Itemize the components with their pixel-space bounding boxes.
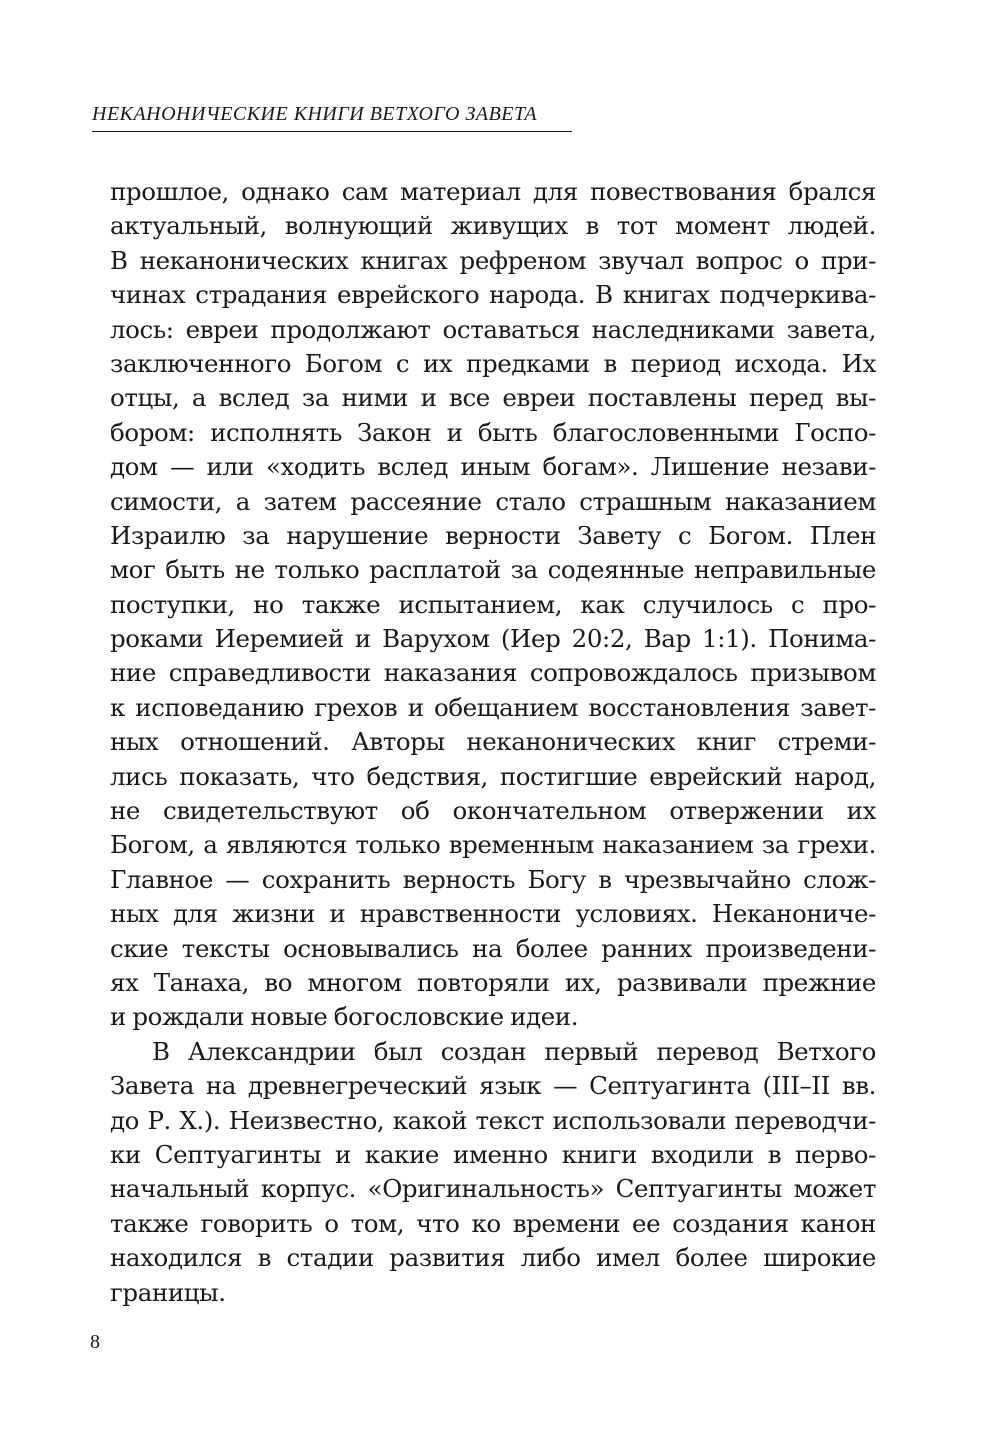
text-line: дом — или «ходить вслед иным богам». Лишение незави- <box>110 452 876 482</box>
paragraph-1 <box>110 175 876 1035</box>
text-line: бором: исполнять Закон и быть благословенными Госпо- <box>110 417 876 447</box>
text-line: В Александрии был создан первый перевод Ветхого <box>152 1036 876 1066</box>
text-line: находился в стадии развития либо имел более широкие <box>110 1243 876 1273</box>
text-line: Богом, а являются только временным наказанием за грехи. <box>110 830 876 860</box>
page-number: 8 <box>90 1331 100 1353</box>
text-line: прошлое, однако сам материал для повествования брался <box>110 177 876 206</box>
running-head: НЕКАНОНИЧЕСКИЕ КНИГИ ВЕТХОГО ЗАВЕТА <box>92 100 572 132</box>
text-line: В неканонических книгах рефреном звучал вопрос о при- <box>110 245 876 275</box>
text-line: лось: евреи продолжают оставаться наследниками завета, <box>110 314 876 344</box>
text-line: к исповеданию грехов и обещанием восстановления завет- <box>110 692 876 722</box>
text-line: Израилю за нарушение верности Завету с Богом. Плен <box>110 520 876 550</box>
text-line: поступки, но также испытанием, как случилось с про- <box>110 589 876 619</box>
text-line: ние справедливости наказания сопровождалось призывом <box>110 658 876 688</box>
text-line: не свидетельствуют об окончательном отвержении их <box>110 796 876 826</box>
text-line: до Р. Х.). Неизвестно, какой текст использовали переводчи- <box>110 1105 876 1135</box>
text-line: начальный корпус. «Оригинальность» Септуагинты может <box>110 1174 876 1204</box>
text-line: Главное — сохранить верность Богу в чрезвычайно слож- <box>110 864 876 894</box>
text-line: и рождали новые богословские идеи. <box>110 1002 579 1032</box>
text-line: ях Танаха, во многом повторяли их, развивали прежние <box>110 967 876 997</box>
text-line: актуальный, волнующий живущих в тот момент людей. <box>110 211 876 241</box>
text-line: роками Иеремией и Варухом (Иер 20:2, Вар 1:1). Понима- <box>110 624 876 654</box>
text-line: симости, а затем рассеяние стало страшным наказанием <box>110 486 876 516</box>
text-line: границы. <box>110 1277 226 1307</box>
paragraph-2 <box>110 1035 876 1310</box>
text-line: ки Септуагинты и какие именно книги входили в перво- <box>110 1139 876 1169</box>
text-line: ские тексты основывались на более ранних произведени- <box>110 933 876 963</box>
text-line: отцы, а вслед за ними и все евреи поставлены перед вы- <box>110 383 876 413</box>
text-line: ных отношений. Авторы неканонических книг стреми- <box>110 727 876 757</box>
body-text <box>110 175 876 1310</box>
text-line: заключенного Богом с их предками в период исхода. Их <box>110 348 876 378</box>
text-line: лись показать, что бедствия, постигшие еврейский народ, <box>110 761 876 791</box>
text-line: чинах страдания еврейского народа. В книгах подчеркива- <box>110 280 876 310</box>
text-line: также говорить о том, что ко времени ее создания канон <box>110 1208 876 1238</box>
text-line: мог быть не только расплатой за содеянные неправильные <box>110 555 876 585</box>
text-line: Завета на древнегреческий язык — Септуагинта (III–II вв. <box>110 1071 876 1101</box>
text-line: ных для жизни и нравственности условиях. Неканониче- <box>110 899 876 929</box>
